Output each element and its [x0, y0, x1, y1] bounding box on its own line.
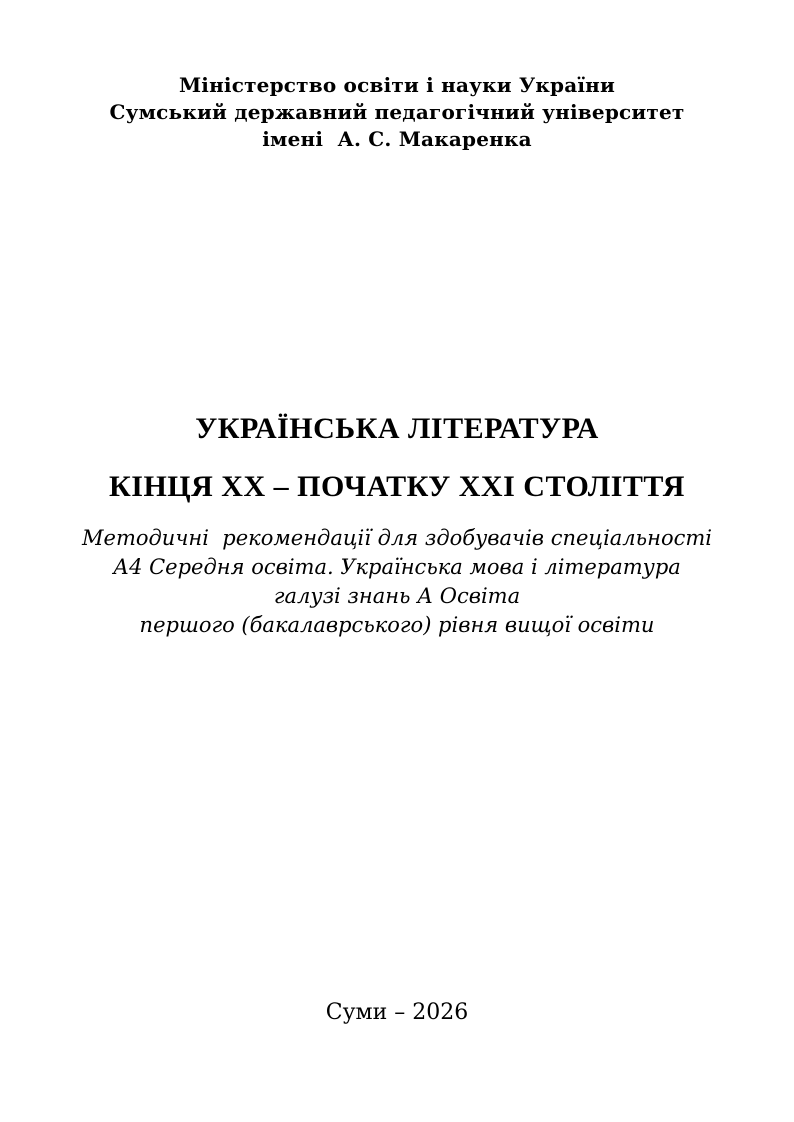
document-title-line-2: КІНЦЯ ХХ – ПОЧАТКУ ХХІ СТОЛІТТЯ — [109, 470, 685, 503]
ministry-line: Міністерство освіти і науки України — [178, 73, 616, 97]
institution-header — [0, 72, 794, 153]
university-line: Сумський державний педагогічний університет — [109, 100, 685, 124]
subtitle-line-3: галузі знань А Освіта — [273, 584, 521, 608]
subtitle-line-2: А4 Середня освіта. Українська мова і література — [113, 555, 681, 579]
subtitle-line-1: Методичні рекомендації для здобувачів спеціальності — [82, 526, 712, 550]
document-title-line-1: УКРАЇНСЬКА ЛІТЕРАТУРА — [195, 412, 599, 445]
imprint-city-year: Суми – 2026 — [325, 1000, 469, 1025]
university-name-line: імені А. С. Макаренка — [262, 127, 532, 151]
document-subtitle — [0, 524, 794, 640]
subtitle-line-4: першого (бакалаврського) рівня вищої освіти — [139, 613, 655, 637]
